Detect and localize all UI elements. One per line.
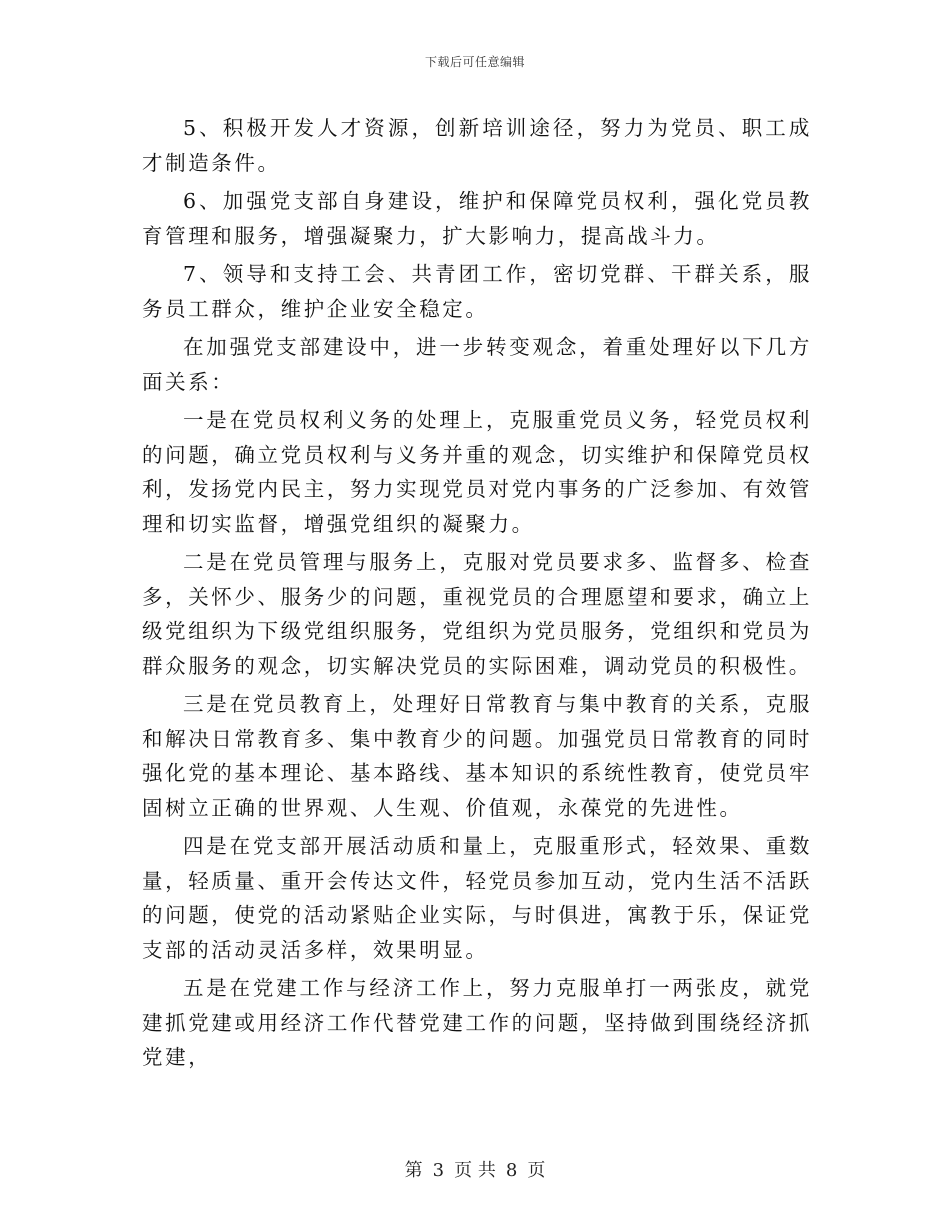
paragraph-relations-intro: 在加强党支部建设中，进一步转变观念，着重处理好以下几方面关系：: [142, 335, 812, 394]
paragraph-point-2: 二是在党员管理与服务上，克服对党员要求多、监督多、检查多，关怀少、服务少的问题，重视党员的合理愿望和要求，确立上级党组织为下级党组织服务，党组织为党员服务，党组织和党员为群众服务的观念，切实解决党员的实际困难，调动党员的积极性。: [142, 550, 812, 678]
paragraph-item-6: 6、加强党支部自身建设，维护和保障党员权利，强化党员教育管理和服务，增强凝聚力，扩大影响力，提高战斗力。: [142, 189, 812, 248]
footer-suffix: 页: [527, 1160, 546, 1181]
paragraph-item-7: 7、领导和支持工会、共青团工作，密切党群、干群关系，服务员工群众，维护企业安全稳定。: [142, 262, 812, 321]
document-body: [142, 111, 812, 1079]
footer-middle: 页 共: [454, 1160, 496, 1181]
footer-current-page: 3: [432, 1160, 445, 1181]
paragraph-point-5: 五是在党建工作与经济工作上，努力克服单打一两张皮，就党建抓党建或用经济工作代替党建工作的问题，坚持做到围绕经济抓党建，: [142, 976, 812, 1069]
paragraph-item-5: 5、积极开发人才资源，创新培训途径，努力为党员、职工成才制造条件。: [142, 116, 812, 175]
paragraph-point-3: 三是在党员教育上，处理好日常教育与集中教育的关系，克服和解决日常教育多、集中教育少的问题。加强党员日常教育的同时强化党的基本理论、基本路线、基本知识的系统性教育，使党员牢固树立正确的世界观、人生观、价值观，永葆党的先进性。: [142, 692, 812, 820]
page-footer: [0, 1156, 950, 1182]
paragraph-point-4: 四是在党支部开展活动质和量上，克服重形式，轻效果、重数量，轻质量、重开会传达文件，轻党员参加互动，党内生活不活跃的问题，使党的活动紧贴企业实际，与时俱进，寓教于乐，保证党支部的活动灵活多样，效果明显。: [142, 834, 812, 962]
footer-total-pages: 8: [505, 1160, 518, 1181]
page-header-note: 下载后可任意编辑: [424, 55, 525, 69]
paragraph-point-1: 一是在党员权利义务的处理上，克服重党员义务，轻党员权利的问题，确立党员权利与义务并重的观念，切实维护和保障党员权利，发扬党内民主，努力实现党员对党内事务的广泛参加、有效管理和切实监督，增强党组织的凝聚力。: [142, 408, 812, 536]
footer-prefix: 第: [404, 1160, 423, 1181]
